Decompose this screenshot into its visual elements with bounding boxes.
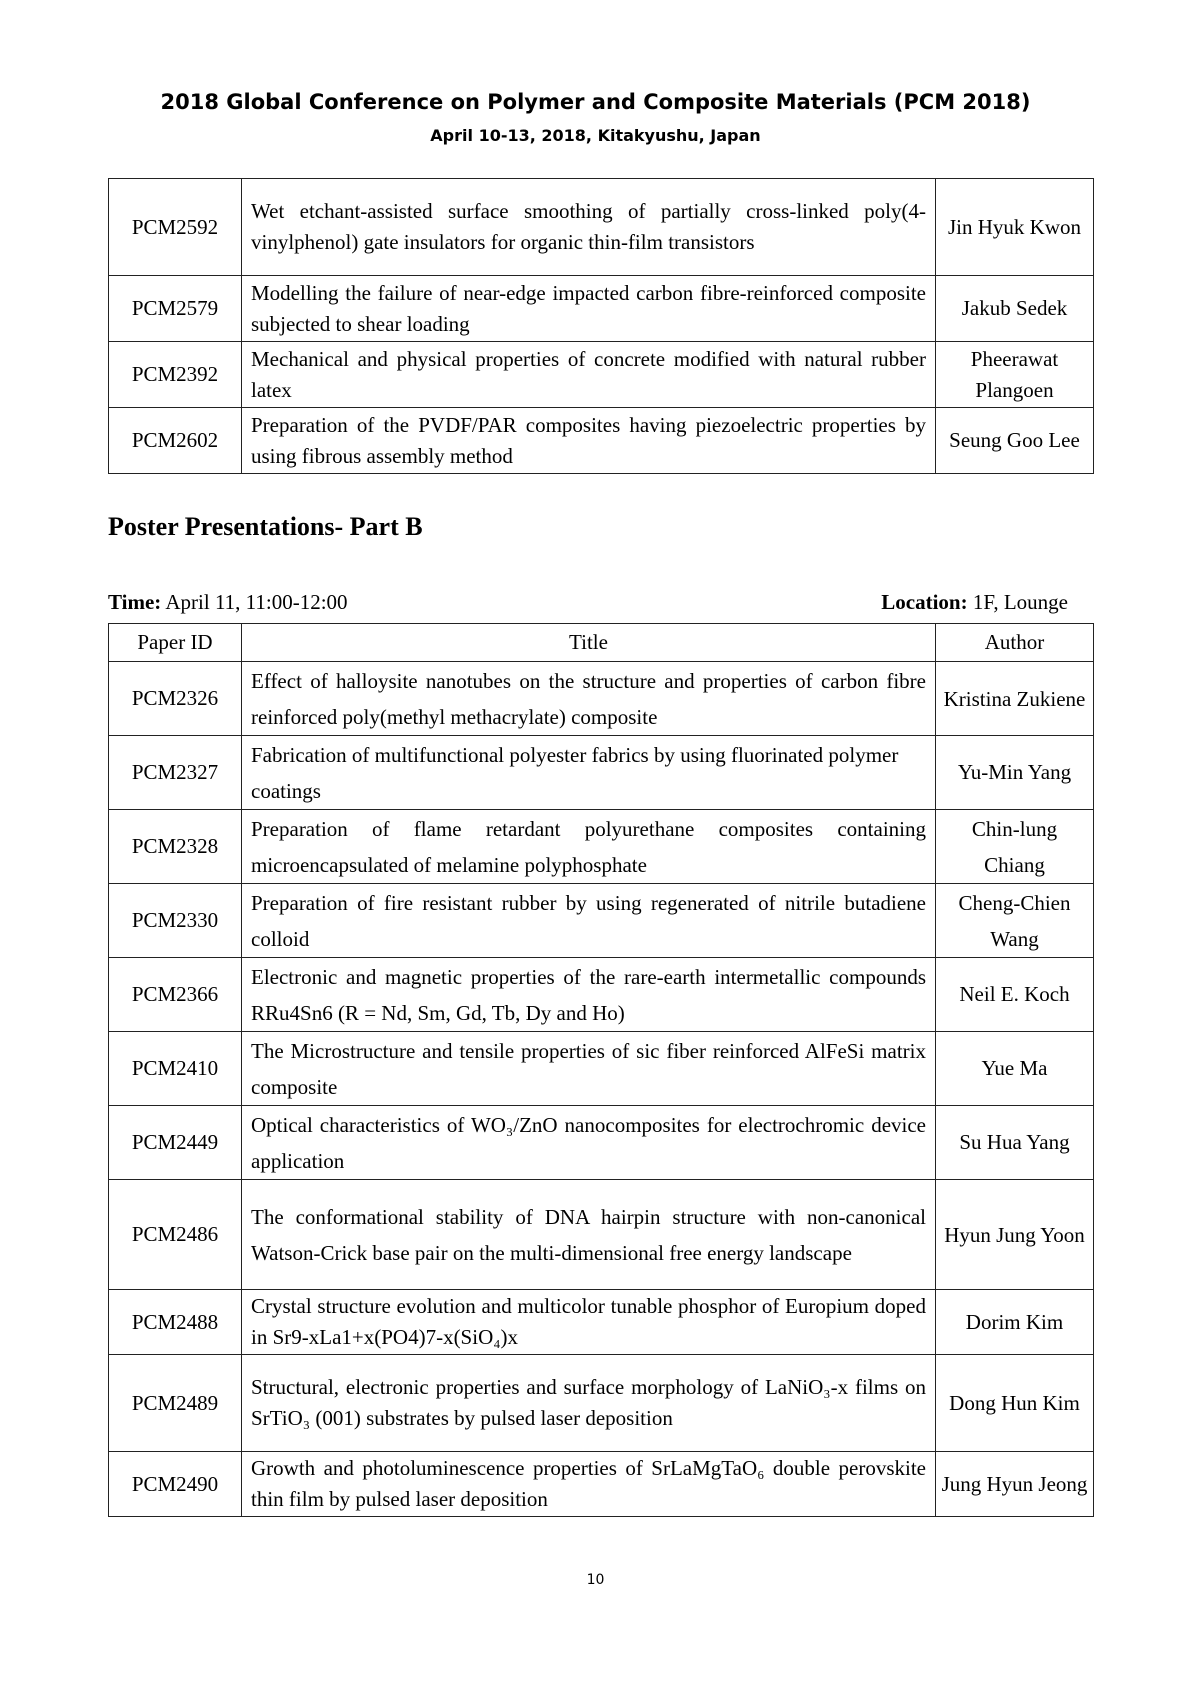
paper-author-cell: Dorim Kim — [936, 1290, 1094, 1355]
paper-id-cell: PCM2486 — [109, 1180, 242, 1290]
paper-id-cell: PCM2579 — [109, 276, 242, 342]
paper-id-cell: PCM2490 — [109, 1452, 242, 1517]
paper-title-cell: Effect of halloysite nanotubes on the structure and properties of carbon fibre reinforced poly(methyl methacrylate) composite — [242, 662, 936, 736]
table-row — [109, 1180, 1094, 1290]
paper-id-cell: PCM2392 — [109, 342, 242, 408]
table-row — [109, 1355, 1094, 1452]
paper-id-cell: PCM2489 — [109, 1355, 242, 1452]
paper-author-cell: Neil E. Koch — [936, 958, 1094, 1032]
paper-id-cell: PCM2449 — [109, 1106, 242, 1180]
table-header-row — [109, 624, 1094, 662]
paper-author-cell: Kristina Zukiene — [936, 662, 1094, 736]
paper-author-cell: Su Hua Yang — [936, 1106, 1094, 1180]
table-row — [109, 736, 1094, 810]
paper-title-cell: Fabrication of multifunctional polyester fabrics by using fluorinated polymer coatings — [242, 736, 936, 810]
time-info — [108, 590, 348, 614]
paper-id-cell: PCM2602 — [109, 408, 242, 474]
continued-paper-table — [108, 178, 1094, 474]
paper-title-cell: Electronic and magnetic properties of the rare-earth intermetallic compounds RRu4Sn6 (R = Nd, Sm, Gd, Tb, Dy and Ho) — [242, 958, 936, 1032]
time-value: April 11, 11:00-12:00 — [161, 590, 348, 614]
paper-author-cell: Yu-Min Yang — [936, 736, 1094, 810]
table-row — [109, 884, 1094, 958]
paper-author-cell: Cheng-Chien Wang — [936, 884, 1094, 958]
table-row — [109, 342, 1094, 408]
paper-title-cell: Preparation of flame retardant polyurethane composites containing microencapsulated of melamine polyphosphate — [242, 810, 936, 884]
column-header-title: Title — [242, 624, 936, 662]
table-row — [109, 810, 1094, 884]
table-row — [109, 1452, 1094, 1517]
paper-id-cell: PCM2330 — [109, 884, 242, 958]
paper-title-cell: Wet etchant-assisted surface smoothing of partially cross-linked poly(4-vinylphenol) gate insulators for organic thin-film transistors — [242, 179, 936, 276]
paper-author-cell: Jin Hyuk Kwon — [936, 179, 1094, 276]
paper-author-cell: Chin-lung Chiang — [936, 810, 1094, 884]
paper-id-cell: PCM2327 — [109, 736, 242, 810]
paper-id-cell: PCM2488 — [109, 1290, 242, 1355]
location-value: 1F, Lounge — [967, 590, 1068, 614]
table-row — [109, 276, 1094, 342]
section-heading: Poster Presentations- Part B — [108, 512, 423, 541]
paper-id-cell: PCM2592 — [109, 179, 242, 276]
session-info — [108, 590, 1068, 615]
location-info — [881, 590, 1068, 615]
paper-title-cell: Preparation of the PVDF/PAR composites having piezoelectric properties by using fibrous assembly method — [242, 408, 936, 474]
conference-title: 2018 Global Conference on Polymer and Composite Materials (PCM 2018) — [160, 90, 1031, 114]
paper-title-cell: Optical characteristics of WO₃/ZnO nanocomposites for electrochromic device application — [242, 1106, 936, 1180]
table-row — [109, 179, 1094, 276]
paper-title-cell: Mechanical and physical properties of concrete modified with natural rubber latex — [242, 342, 936, 408]
paper-title-cell: Structural, electronic properties and surface morphology of LaNiO₃-x films on SrTiO₃ (001) substrates by pulsed laser deposition — [242, 1355, 936, 1452]
table-row — [109, 958, 1094, 1032]
conference-date-location: April 10-13, 2018, Kitakyushu, Japan — [430, 126, 761, 145]
paper-title-cell: The Microstructure and tensile properties of sic fiber reinforced AlFeSi matrix composite — [242, 1032, 936, 1106]
time-label: Time: — [108, 590, 162, 614]
paper-author-cell: Yue Ma — [936, 1032, 1094, 1106]
paper-author-cell: Pheerawat Plangoen — [936, 342, 1094, 408]
paper-id-cell: PCM2410 — [109, 1032, 242, 1106]
table-row — [109, 1032, 1094, 1106]
paper-author-cell: Dong Hun Kim — [936, 1355, 1094, 1452]
location-label: Location: — [881, 590, 968, 614]
paper-title-cell: Crystal structure evolution and multicolor tunable phosphor of Europium doped in Sr9-xLa1+x(PO4)7-x(SiO₄)x — [242, 1290, 936, 1355]
table-row — [109, 1106, 1094, 1180]
paper-author-cell: Jakub Sedek — [936, 276, 1094, 342]
table-row — [109, 1290, 1094, 1355]
column-header-author: Author — [936, 624, 1094, 662]
poster-paper-table — [108, 623, 1094, 1517]
table-row — [109, 662, 1094, 736]
column-header-paper-id: Paper ID — [109, 624, 242, 662]
page-number: 10 — [586, 1572, 605, 1588]
paper-title-cell: Modelling the failure of near-edge impacted carbon fibre-reinforced composite subjected to shear loading — [242, 276, 936, 342]
paper-title-cell: Growth and photoluminescence properties of SrLaMgTaO₆ double perovskite thin film by pulsed laser deposition — [242, 1452, 936, 1517]
paper-title-cell: The conformational stability of DNA hairpin structure with non-canonical Watson-Crick base pair on the multi-dimensional free energy landscape — [242, 1180, 936, 1290]
table-row — [109, 408, 1094, 474]
paper-id-cell: PCM2328 — [109, 810, 242, 884]
paper-author-cell: Hyun Jung Yoon — [936, 1180, 1094, 1290]
paper-id-cell: PCM2326 — [109, 662, 242, 736]
paper-id-cell: PCM2366 — [109, 958, 242, 1032]
paper-author-cell: Seung Goo Lee — [936, 408, 1094, 474]
paper-author-cell: Jung Hyun Jeong — [936, 1452, 1094, 1517]
paper-title-cell: Preparation of fire resistant rubber by using regenerated of nitrile butadiene colloid — [242, 884, 936, 958]
